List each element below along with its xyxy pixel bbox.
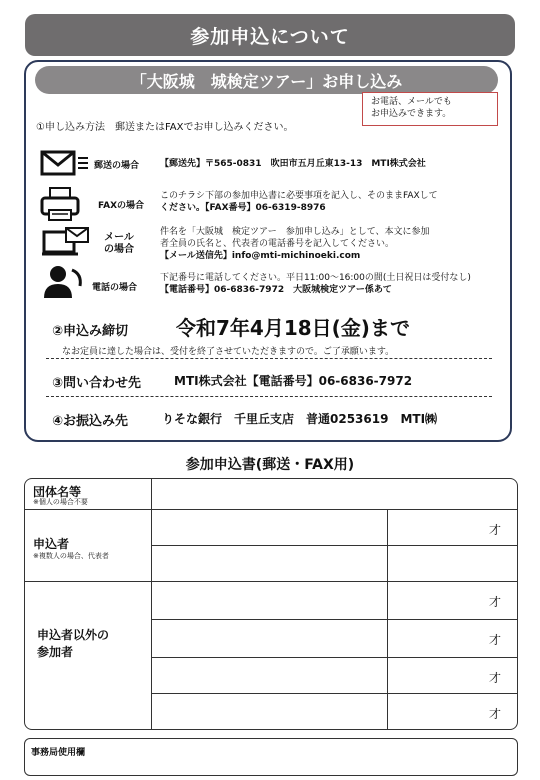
age-unit: 才 (489, 595, 502, 609)
application-form (24, 478, 518, 730)
age-unit: 才 (489, 633, 502, 647)
tour-title-banner (35, 66, 498, 94)
callout-note (362, 92, 498, 126)
divider (25, 581, 518, 582)
method-type-post: 郵送の場合 (94, 161, 140, 171)
divider (46, 358, 492, 359)
form-title: 参加申込書(郵送・FAX用) (185, 457, 355, 473)
age-unit: 才 (489, 707, 502, 721)
age-unit: 才 (489, 523, 502, 537)
office-use-label: 事務局使用欄 (31, 748, 86, 758)
method-type-phone: 電話の場合 (92, 283, 138, 293)
group-name-note: ※個人の場合不要 (33, 498, 88, 506)
mail-icon (40, 150, 90, 178)
method-type-fax: FAXの場合 (98, 201, 145, 211)
divider (151, 619, 518, 620)
phone-icon (42, 264, 86, 300)
deadline-date: 令和7年4月18日(金)まで (176, 316, 410, 340)
transfer-label: ④お振込み先 (52, 414, 129, 429)
divider (46, 396, 492, 397)
divider (151, 693, 518, 694)
page-header (25, 14, 515, 56)
contact-label: ③問い合わせ先 (52, 376, 142, 391)
transfer-value: りそな銀行 千里丘支店 普通0253619 MTI㈱ (162, 412, 438, 426)
tour-title: 「大阪城 城検定ツアー」お申し込み (130, 71, 403, 91)
group-name-label: 団体名等 (33, 485, 82, 499)
deadline-label: ②申込み締切 (52, 324, 129, 339)
contact-value: MTI株式会社【電話番号】06-6836-7972 (174, 374, 413, 388)
page-title: 参加申込について (190, 25, 350, 48)
other-participants-label: 申込者以外の 参加者 (37, 628, 110, 659)
method-desc-phone: 下記番号に電話してください。平日11:00～16:00の間(土日祝日は受付なし) 【電話番号】06-6836-7972 大阪城検定ツアー係あて (160, 273, 471, 295)
method-type-email: メール の場合 (104, 232, 134, 255)
office-use-box (24, 738, 518, 776)
group-name-field[interactable] (151, 479, 518, 509)
fax-icon (40, 186, 80, 222)
applicant-name-field[interactable] (151, 509, 387, 545)
applicant-label: 申込者 (33, 537, 70, 551)
applicant-note: ※複数人の場合、代表者 (33, 552, 109, 560)
callout-line1: お電話、メールでも (371, 97, 452, 107)
applicant-contact-field[interactable] (151, 545, 518, 581)
divider (151, 657, 518, 658)
method-desc-post: 【郵送先】〒565-0831 吹田市五月丘東13-13 MTI株式会社 (160, 159, 426, 169)
method-desc-email: 件名を「大阪城 検定ツアー 参加申し込み」として、本文に参加 者全員の氏名と、代表者の電話番号を記入してください。 【メール送信先】info@mti-michinoeki.com (160, 227, 430, 261)
email-icon (42, 226, 94, 258)
method-desc-fax: このチラシ下部の参加申込書に必要事項を記入し、そのままFAXして ください。【FAX番号】06-6319-8976 (160, 191, 438, 213)
callout-line2: お申込みできます。 (371, 109, 452, 119)
application-method-label: ①申し込み方法 郵送またはFAXでお申し込みください。 (36, 122, 294, 133)
age-unit: 才 (489, 671, 502, 685)
deadline-note: なお定員に達した場合は、受付を終了させていただきますので。ご了承願います。 (62, 347, 395, 357)
